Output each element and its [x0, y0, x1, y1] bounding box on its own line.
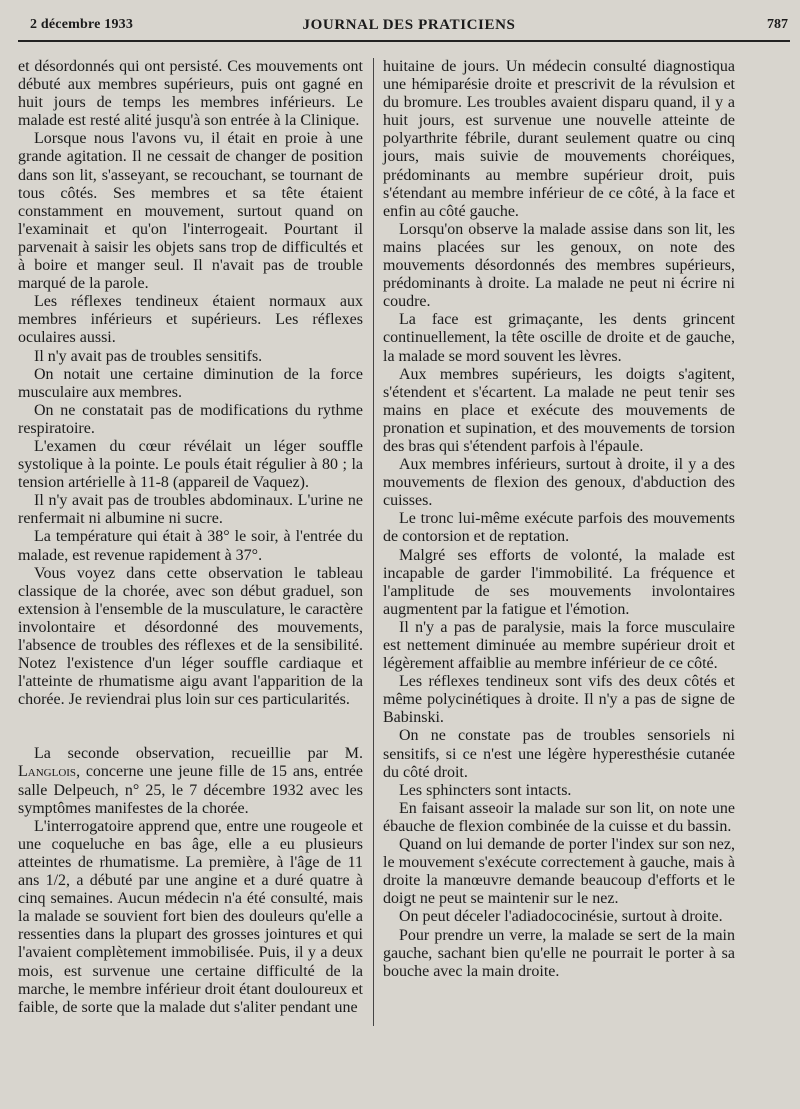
paragraph: huitaine de jours. Un médecin consulté diagnostiqua une hémiparésie droite et prescrivit de la révulsion et du bromure. Les troubles avaient disparu quand, il y a huit jours, est survenue une nouvelle atteinte de polyarthrite fébrile, durant seulement quatre ou cinq jours, mais suivie de mouvements choréiques, prédominants au membre supérieur droit, puis s'étendant au membre inférieur de ce côté, à la face et enfin au côté gauche.	[383, 58, 735, 220]
paragraph: Lorsque nous l'avons vu, il était en proie à une grande agitation. Il ne cessait de changer de position dans son lit, s'asseyant, se recouchant, se tournant de tous côtés. Ses membres et sa tête étaient constamment en mouvement, surtout quand on l'examinait et qu'on l'interrogeait. Pourtant il parvenait à saisir les objets sans trop de difficultés et à boire et manger seul. Il n'avait pas de trouble marqué de la parole.	[18, 130, 363, 293]
running-header	[30, 14, 788, 38]
paragraph: On peut déceler l'adiadococinésie, surtout à droite.	[399, 908, 723, 926]
paragraph: Quand on lui demande de porter l'index sur son nez, le mouvement s'exécute correctement à gauche, mais à droite la manœuvre demande beaucoup d'efforts et le doigt ne peut se maintenir sur le nez.	[383, 836, 735, 908]
paragraph: Le tronc lui-même exécute parfois des mouvements de contorsion et de reptation.	[383, 510, 735, 546]
paragraph: La face est grimaçante, les dents grincent continuellement, la tête oscille de droite et de gauche, la malade se mord souvent les lèvres.	[383, 311, 735, 365]
header-rule	[18, 40, 790, 42]
paragraph: Il n'y a pas de paralysie, mais la force musculaire est nettement diminuée au membre supérieur droit et légèrement affaiblie au membre inférieur de ce côté.	[383, 618, 735, 673]
paragraph: Pour prendre un verre, la malade se sert de la main gauche, sachant bien qu'elle ne pourrait le porter à sa bouche avec la main droite.	[383, 926, 735, 980]
paragraph: On notait une certaine diminution de la force musculaire aux membres.	[18, 365, 363, 401]
paragraph: et désordonnés qui ont persisté. Ces mouvements ont débuté aux membres supérieurs, puis ont gagné en huit jours de temps les membres inférieurs. Le malade est resté alité jusqu'à son entrée à la Clinique.	[18, 58, 363, 130]
paragraph: Lorsqu'on observe la malade assise dans son lit, les mains placées sur les genoux, on note des mouvements désordonnés des membres supérieurs, prédominants à droite. La malade ne peut ni écrire ni coudre.	[383, 220, 735, 311]
paragraph: Il n'y avait pas de troubles sensitifs.	[34, 347, 263, 365]
paragraph: En faisant asseoir la malade sur son lit, on note une ébauche de flexion combinée de la cuisse et du bassin.	[383, 799, 735, 835]
paragraph: On ne constatait pas de modifications du rythme respiratoire.	[18, 401, 363, 437]
author-name: Langlois	[18, 763, 77, 781]
paragraph: Les réflexes tendineux étaient normaux aux membres inférieurs et supérieurs. Les réflexes oculaires aussi.	[18, 293, 363, 347]
paragraph: Aux membres supérieurs, les doigts s'agitent, s'étendent et s'écartent. La malade ne peut tenir ses mains en place et exécute des mouvements de pronation et supination, et des mouvements de torsion des bras qui s'étendent parfois à l'épaule.	[383, 365, 735, 455]
paragraph: L'examen du cœur révélait un léger souffle systolique à la pointe. Le pouls était régulier à 80 ; la tension artérielle à 11-8 (appareil de Vaquez).	[18, 437, 363, 492]
right-column	[383, 58, 735, 981]
header-date: 2 décembre 1933	[30, 17, 134, 32]
paragraph: Les sphincters sont intacts.	[399, 781, 572, 799]
paragraph: Les réflexes tendineux sont vifs des deux côtés et même polycinétiques à droite. Il n'y a pas de signe de Babinski.	[383, 673, 735, 727]
paragraph: Aux membres inférieurs, surtout à droite, il y a des mouvements de flexion des genoux, d'abduction des cuisses.	[383, 456, 735, 510]
left-column	[18, 58, 363, 1017]
column-divider	[373, 58, 374, 1026]
text: , concerne une jeune fille de 15 ans, entrée salle Delpeuch, n° 25, le 7 décembre 1932 avec les symptômes manifestes de la chorée.	[18, 763, 363, 817]
paragraph: Malgré ses efforts de volonté, la malade est incapable de garder l'immobilité. La fréquence et l'amplitude de ses mouvements involontaires augmentent par la fatigue et l'émotion.	[383, 546, 735, 618]
text: La seconde observation, recueillie par M.	[34, 745, 363, 763]
page-number: 787	[767, 17, 788, 32]
paragraph: On ne constate pas de troubles sensoriels ni sensitifs, si ce n'est une légère hyperesthésie cutanée du côté droit.	[383, 727, 735, 781]
paragraph: La température qui était à 38° le soir, à l'entrée du malade, est revenue rapidement à 37°.	[18, 528, 363, 564]
paragraph: Vous voyez dans cette observation le tableau classique de la chorée, avec son début graduel, son extension à l'ensemble de la musculature, le caractère involontaire et désordonné des mouvements, l'absence de troubles des réflexes et de la sensibilité. Notez l'existence d'un léger souffle cardiaque et l'atteinte de rhumatisme aigu avant l'apparition de la chorée. Je reviendrai plus loin sur ces particularités.	[18, 564, 363, 709]
header-journal-title: JOURNAL DES PRATICIENS	[302, 17, 516, 33]
paragraph: L'interrogatoire apprend que, entre une rougeole et une coqueluche en bas âge, elle a eu plusieurs atteintes de rhumatisme. La première, à l'âge de 11 ans 1/2, a débuté par une angine et a duré quatre à cinq semaines. Aucun médecin n'a été consulté, mais la malade se souvient fort bien des douleurs qu'elle a ressenties dans la plupart des grosses jointures et qui l'avaient complètement immobilisée. Puis, il y a deux mois, est survenue une certaine difficulté de la marche, le membre inférieur droit étant douloureux et faible, de sorte que la malade dut s'aliter pendant une	[18, 817, 363, 1016]
paragraph: Il n'y avait pas de troubles abdominaux. L'urine ne renfermait ni albumine ni sucre.	[18, 492, 363, 528]
paragraph-second-observation	[18, 745, 363, 817]
